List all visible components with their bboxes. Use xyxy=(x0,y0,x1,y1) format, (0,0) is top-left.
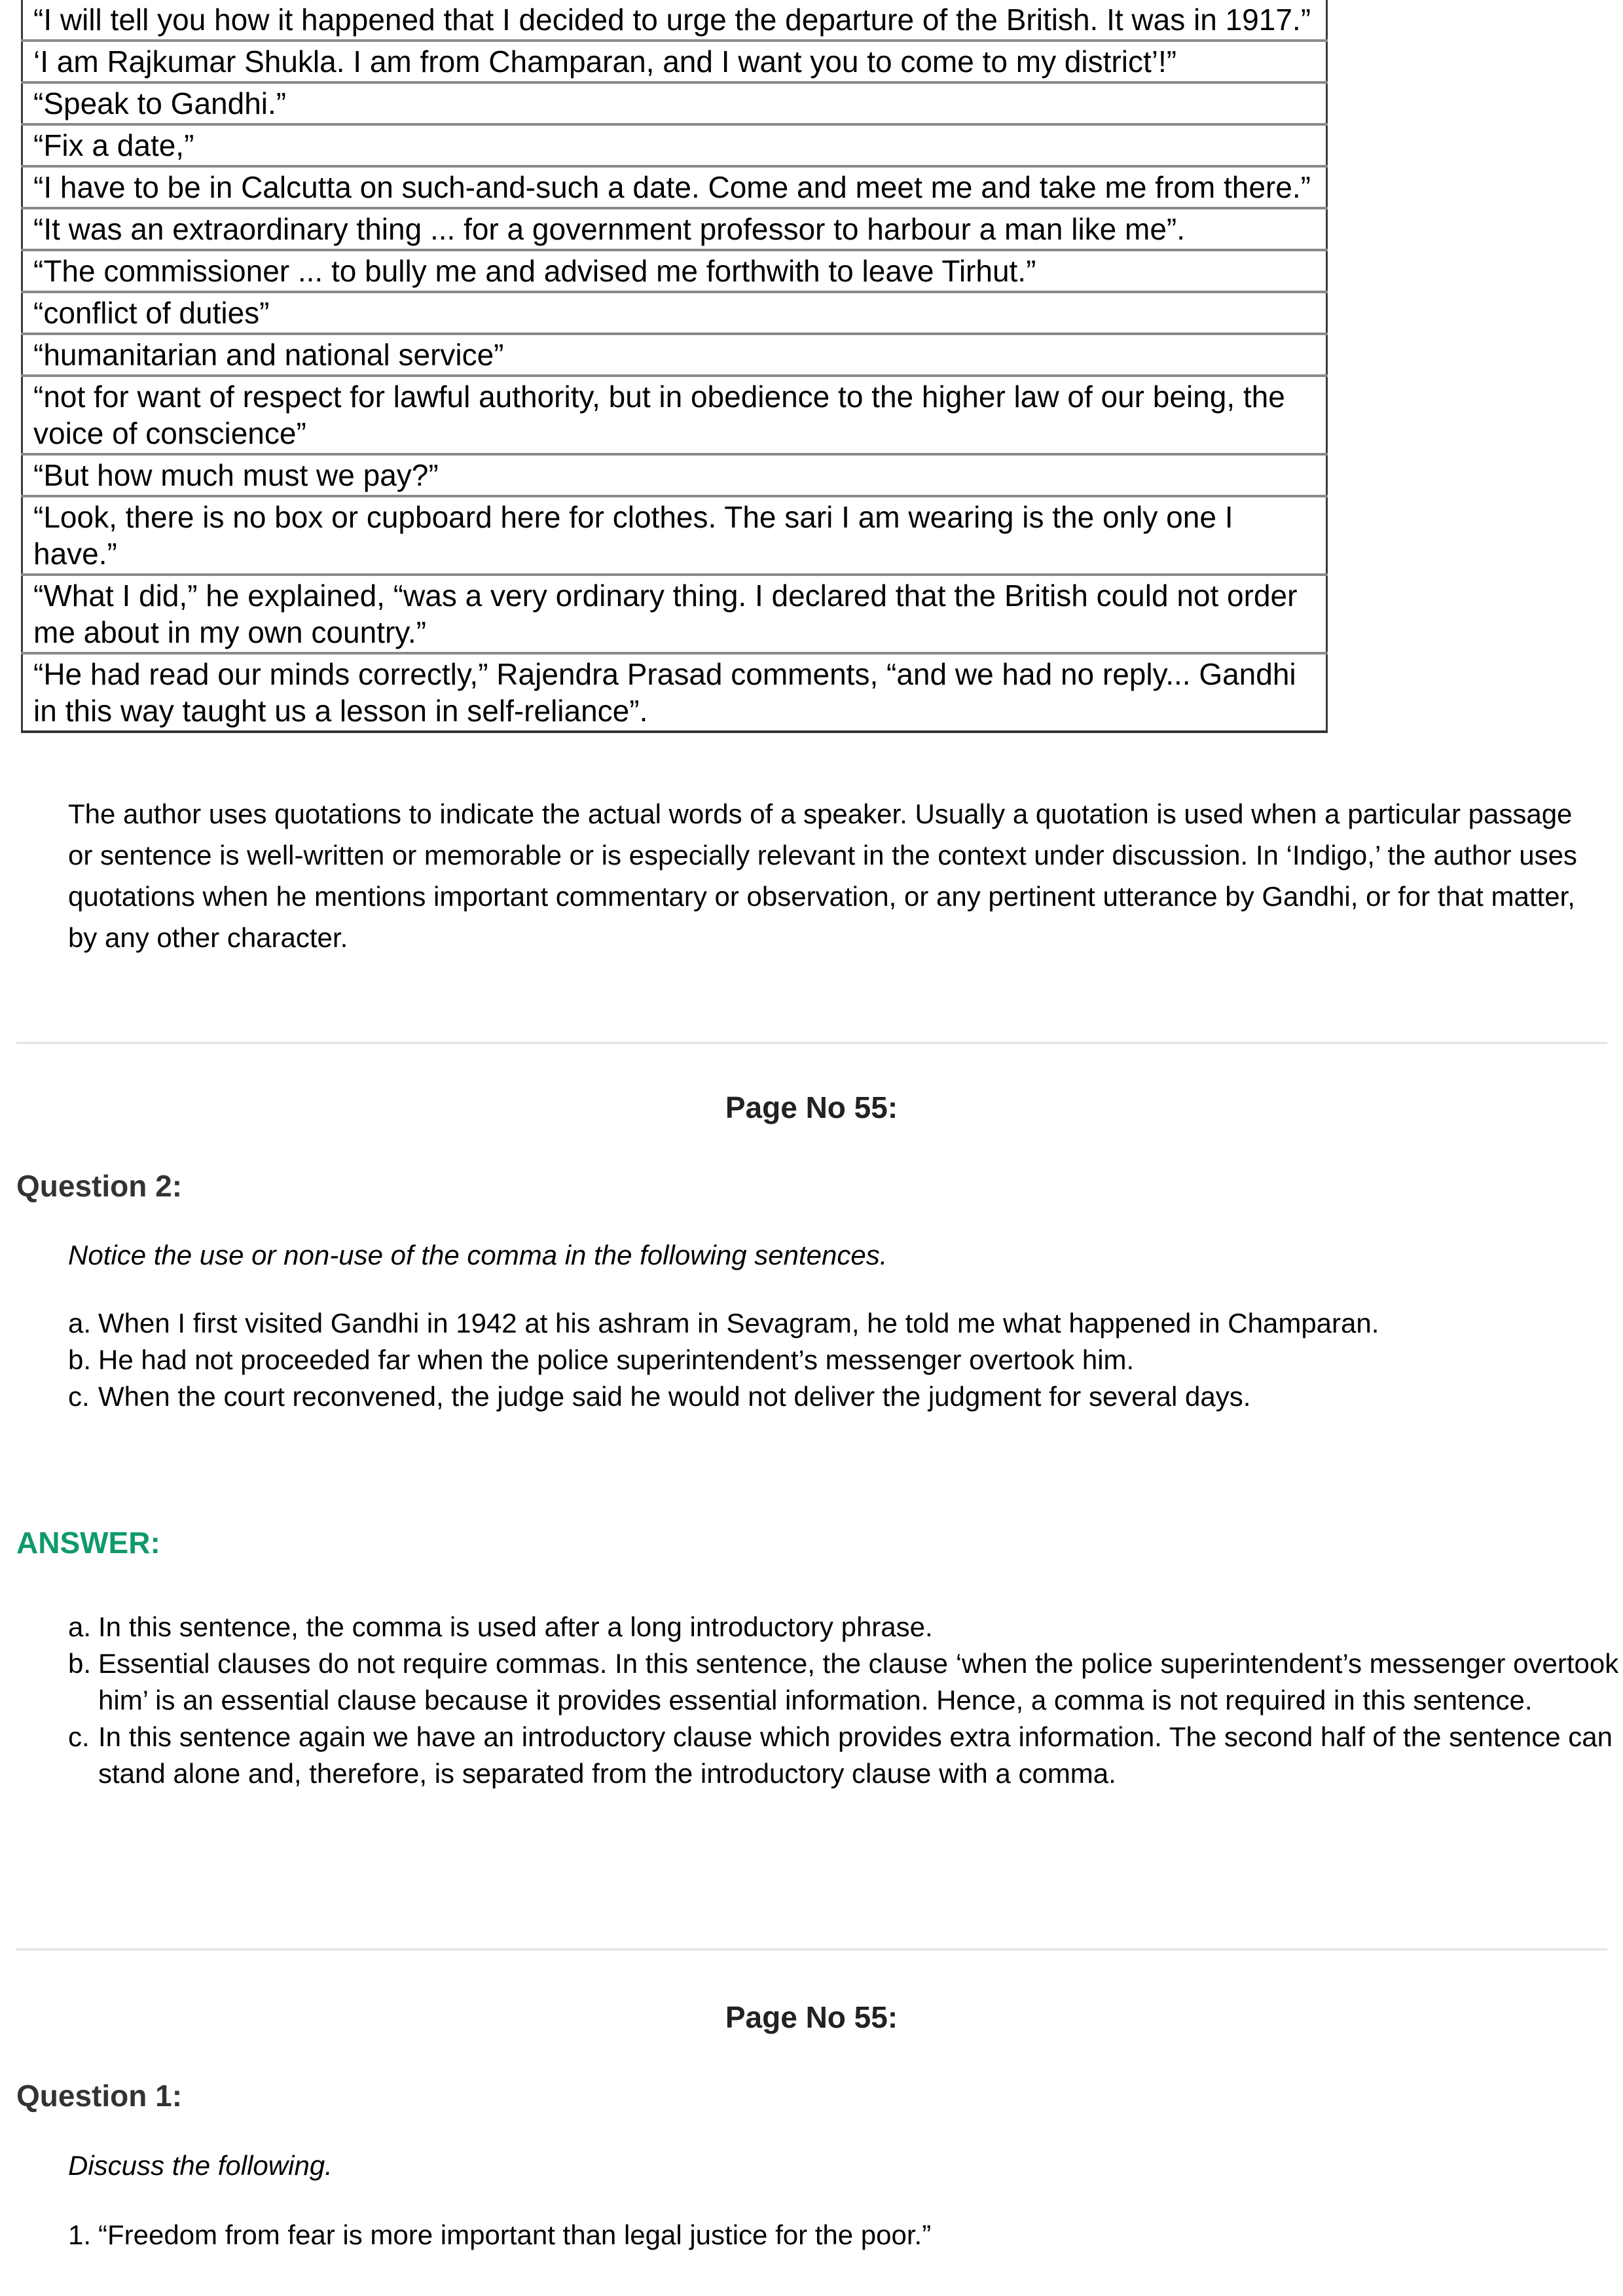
table-cell: “Fix a date,” xyxy=(22,124,1327,166)
table-row xyxy=(22,653,1327,732)
table-cell: “conflict of duties” xyxy=(22,292,1327,334)
list-item xyxy=(68,1378,1620,1415)
table-cell: “I have to be in Calcutta on such-and-such a date. Come and meet me and take me from there.” xyxy=(22,166,1327,208)
section-divider xyxy=(16,1948,1607,1950)
question-heading: Question 1: xyxy=(16,2079,183,2113)
list-item xyxy=(68,1305,1620,1342)
list-marker: b. xyxy=(68,1344,92,1375)
table-row xyxy=(22,334,1327,376)
quotations-table xyxy=(21,0,1328,733)
table-cell: “He had read our minds correctly,” Rajendra Prasad comments, “and we had no reply... Gandhi in this way taught us a lesson in self-reliance”. xyxy=(22,653,1327,732)
question-instruction: Notice the use or non-use of the comma in the following sentences. xyxy=(68,1240,888,1270)
table-cell: “I will tell you how it happened that I decided to urge the departure of the British. It was in 1917.” xyxy=(33,3,1311,37)
list-marker: c. xyxy=(68,1721,90,1752)
list-text: In this sentence, the comma is used after a long introductory phrase. xyxy=(98,1611,933,1642)
answer-list xyxy=(68,1609,1620,1792)
discussion-list xyxy=(68,2217,1620,2253)
table-cell: “humanitarian and national service” xyxy=(22,334,1327,376)
table-cell: “It was an extraordinary thing ... for a government professor to harbour a man like me”. xyxy=(22,208,1327,250)
question-instruction: Discuss the following. xyxy=(68,2150,333,2181)
table-row xyxy=(22,250,1327,292)
list-text: When I first visited Gandhi in 1942 at his ashram in Sevagram, he told me what happened in Champaran. xyxy=(98,1308,1379,1338)
table-row xyxy=(22,124,1327,166)
list-marker: 1. xyxy=(68,2219,92,2250)
explanation-paragraph: The author uses quotations to indicate the actual words of a speaker. Usually a quotation is used when a particular passage or sentence is well-written or memorable or is especially relevant in the context under discussion. In ‘Indigo,’ the author uses quotations when he mentions important commentary or observation, or any pertinent utterance by Gandhi, or for that matter, by any other character. xyxy=(68,798,1577,953)
table-cell: “not for want of respect for lawful authority, but in obedience to the higher law of our being, the voice of conscience” xyxy=(22,376,1327,454)
table-cell: “The commissioner ... to bully me and advised me forthwith to leave Tirhut.” xyxy=(22,250,1327,292)
question-heading: Question 2: xyxy=(16,1169,183,1203)
table-row xyxy=(22,496,1327,575)
table-cell: “But how much must we pay?” xyxy=(22,454,1327,496)
list-text: “Freedom from fear is more important than legal justice for the poor.” xyxy=(98,2219,932,2250)
list-text: When the court reconvened, the judge said he would not deliver the judgment for several days. xyxy=(98,1381,1251,1412)
answer-label: ANSWER: xyxy=(16,1526,160,1560)
table-row xyxy=(22,166,1327,208)
table-cell: “Speak to Gandhi.” xyxy=(22,82,1327,124)
list-item xyxy=(68,1719,1620,1792)
table-row xyxy=(22,0,1327,41)
list-item xyxy=(68,1609,1620,1645)
table-row xyxy=(22,376,1327,454)
page-number-heading: Page No 55: xyxy=(725,2000,898,2034)
table-cell: “What I did,” he explained, “was a very ordinary thing. I declared that the British could not order me about in my own country.” xyxy=(22,575,1327,653)
list-text: In this sentence again we have an introductory clause which provides extra information. The second half of the sentence can stand alone and, therefore, is separated from the introductory clause with a comma. xyxy=(98,1721,1613,1789)
section-divider xyxy=(16,1042,1607,1044)
list-marker: a. xyxy=(68,1308,92,1338)
list-marker: c. xyxy=(68,1381,90,1412)
table-cell: “Look, there is no box or cupboard here for clothes. The sari I am wearing is the only one I have.” xyxy=(22,496,1327,575)
table-row xyxy=(22,454,1327,496)
list-item xyxy=(68,1342,1620,1378)
table-row xyxy=(22,208,1327,250)
list-text: He had not proceeded far when the police superintendent’s messenger overtook him. xyxy=(98,1344,1135,1375)
page-number-heading: Page No 55: xyxy=(725,1090,898,1124)
table-row xyxy=(22,41,1327,82)
sentence-list xyxy=(68,1305,1620,1415)
table-row xyxy=(22,292,1327,334)
table-row xyxy=(22,82,1327,124)
table-row xyxy=(22,575,1327,653)
table-cell: ‘I am Rajkumar Shukla. I am from Champaran, and I want you to come to my district’!” xyxy=(22,41,1327,82)
list-item xyxy=(68,2217,1620,2253)
list-marker: a. xyxy=(68,1611,92,1642)
list-marker: b. xyxy=(68,1648,92,1679)
list-text: Essential clauses do not require commas. In this sentence, the clause ‘when the police superintendent’s messenger overtook him’ is an essential clause because it provides essential information. Hence, a comma is not required in this sentence. xyxy=(98,1648,1619,1715)
list-item xyxy=(68,1645,1620,1719)
